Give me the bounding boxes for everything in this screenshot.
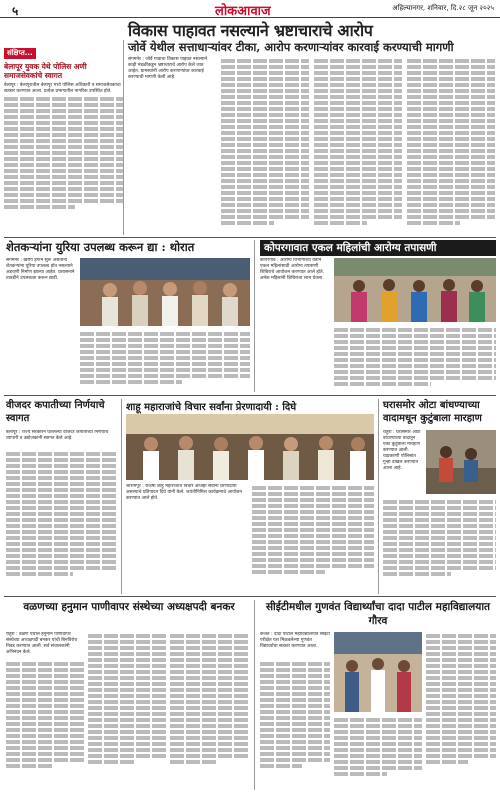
vijdar-headline: वीजदर कपातीच्या निर्णयाचे स्वागत xyxy=(6,400,105,424)
sankship-text-filler xyxy=(4,97,123,209)
thorat-photo xyxy=(80,258,250,326)
divider-bottom xyxy=(254,600,255,790)
gharasamor-text-filler xyxy=(383,498,496,592)
hanuman-body: राहुरी : वळण येथील हनुमान पाणीवापर संस्थेच्या अध्यक्षपदी बनकर यांची बिनविरोध निवड करण्यात आली. सर्व संचालकांनी अभिनंदन केले. xyxy=(6,632,78,655)
vijdar-text-filler xyxy=(6,450,118,590)
shahu-text-filler xyxy=(252,484,374,592)
hanuman-text-filler-1 xyxy=(6,660,84,790)
lead-subheadline: जोर्वे येथील सत्ताधाऱ्यांवर टीका, आरोप करणाऱ्यांवर कारवाई करण्याची मागणी xyxy=(128,40,454,54)
kopargaon-headline: कोपरगावात एकल महिलांची आरोग्य तपासणी xyxy=(260,240,496,256)
divider-mid xyxy=(254,240,255,392)
divider-row1 xyxy=(4,237,496,238)
cet-headline: सीईटीमधील गुणवंत विद्यार्थ्यांचा दादा पाटील महाविद्यालयात गौरव xyxy=(265,601,491,627)
kopargaon-body: कोपरगाव : आरोग्य विभागाच्या वतीने एकल महिलांसाठी आरोग्य तपासणी शिबिराचे आयोजन करण्यात आले होते. अनेक महिलांनी शिबिराचा लाभ घेतला. xyxy=(260,258,325,281)
gharasamor-headline: घरासमोर ओटा बांधण्याच्या वादामधून कुटुंबाला मारहाण xyxy=(383,400,482,424)
thorat-body: संगमनेर : खरीप हंगाम सुरू असताना शेतकऱ्यांना युरिया उपलब्ध होत नसल्याने अडचणी निर्माण झाल्या आहेत. प्रशासनाने तातडीने उपलब्धता करून द्यावी. xyxy=(6,258,75,281)
kopargaon-photo xyxy=(334,258,496,322)
lead-body-col-1: संगमनेर : जोर्वे गावाचा विकास पाहवत नसल्याने काही मंडळींकडून भ्रष्टाचाराचे आरोप केले जात आहेत. ग्रामस्थांनी आरोप करणाऱ्यांवर कारवाई करण्याची मागणी केली आहे. xyxy=(128,57,208,80)
cet-body: कर्जत : दादा पाटील महाविद्यालयात सीईटी परीक्षेत यश मिळवलेल्या गुणवंत विद्यार्थ्यांचा सत्कार करण्यात आला. xyxy=(260,632,330,649)
shahu-headline: शाहू महाराजांचे विचार सर्वांना प्रेरणादायी : दिघे xyxy=(126,402,297,413)
lead-body xyxy=(128,57,498,235)
cet-text-filler-3 xyxy=(426,632,496,790)
sankship-headline: बेलापूर युवक येथे पोलिस अणी समाजसेवकांचे स्वागत xyxy=(4,62,87,80)
lead-headline: विकास पाहावत नसल्याने भ्रष्टाचाराचे आरोप xyxy=(128,21,373,40)
lead-body-col-3 xyxy=(314,57,402,235)
thorat-headline: शेतकऱ्यांना युरिया उपलब्ध करून द्या : थोरात xyxy=(6,240,195,254)
cet-photo xyxy=(334,632,422,712)
page-number: ५ xyxy=(12,4,19,18)
hanuman-headline: वळणच्या हनुमान पाणीवापर संस्थेच्या अध्यक्षपदी बनकर xyxy=(23,601,235,613)
newspaper-logo: लोकआवाज xyxy=(215,4,271,19)
lead-body-col-2 xyxy=(221,57,309,235)
divider-row3 xyxy=(4,596,496,597)
kopargaon-text-filler xyxy=(334,326,496,392)
lead-body-col-4 xyxy=(407,57,495,235)
thorat-text-filler xyxy=(80,330,250,392)
divider-row2 xyxy=(4,395,496,396)
sankship-body: बेलापूर : बेलापुरातील बेलापूर मध्ये पोलिस अधिकारी व समाजसेवकांचा सत्कार करण्यात आला. प्रत्येक प्रभागातील नागरिक उपस्थित होते. xyxy=(4,83,121,94)
hanuman-text-filler-2 xyxy=(88,632,166,790)
gharasamor-photo xyxy=(426,430,496,494)
divider-right xyxy=(378,399,379,594)
sankship-tag: संक्षिप्त... xyxy=(4,48,36,59)
dateline: अहिल्यानगर, शनिवार, दि.२८ जून २०२५ xyxy=(392,4,494,12)
gharasamor-body: राहुरी : घरासमोर ओटा बांधण्याच्या वादातून एका कुटुंबाला मारहाण करण्यात आली. याप्रकरणी पोलिसांत गुन्हा दाखल करण्यात आला आहे. xyxy=(383,430,421,471)
sankship-column xyxy=(4,40,124,235)
shahu-photo xyxy=(126,414,374,480)
vijdar-body: बेलापूर : राज्य सरकारने घेतलेल्या वीजदर कपातीच्या निर्णयाचे व्यापारी व उद्योजकांनी स्वागत केले आहे. xyxy=(6,430,109,441)
masthead xyxy=(0,0,500,18)
cet-text-filler-1 xyxy=(260,660,330,790)
divider-left xyxy=(121,399,122,594)
cet-text-filler-2 xyxy=(334,716,422,790)
hanuman-text-filler-3 xyxy=(170,632,250,790)
shahu-body: श्रीरामपूर : राजर्षी शाहू महाराजांचे विचार आजही सर्वांना प्रेरणादायी असल्याचे प्रतिपादन दिघे यांनी केले. जयंतीनिमित्त कार्यक्रमाचे आयोजन करण्यात आले होते. xyxy=(126,484,242,501)
